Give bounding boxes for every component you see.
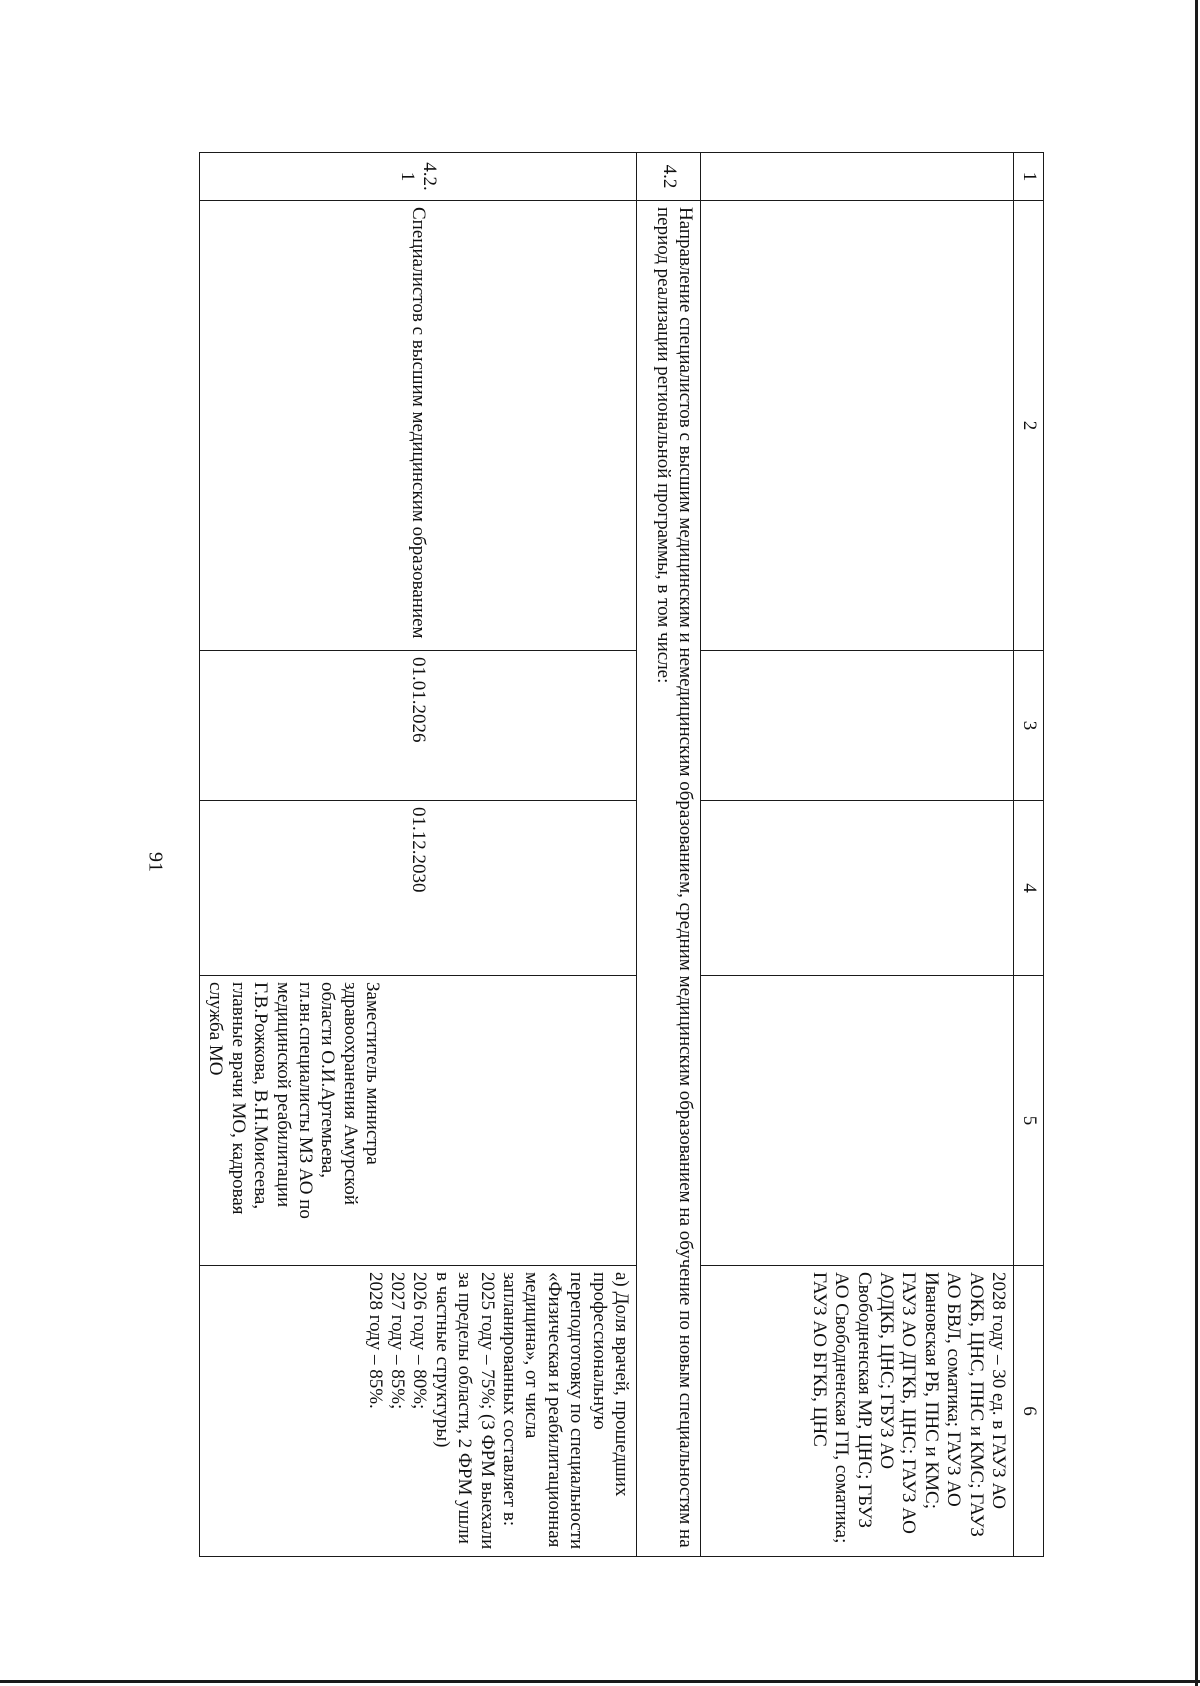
- col-header-1: 1: [1014, 153, 1044, 201]
- column-number-row: [1014, 153, 1044, 1557]
- item-end-date: 01.12.2030: [200, 801, 637, 976]
- col-header-4: 4: [1014, 801, 1044, 976]
- col-header-2: 2: [1014, 201, 1044, 651]
- section-description: Направление специалистов с высшим медицинским и немедицинским образованием, средним медицинским образованием на обучение по новым специальностям на период реализации региональной программы, в том числе:: [637, 201, 701, 1557]
- table-row-item-4-2-1: [200, 153, 637, 1557]
- col-header-3: 3: [1014, 651, 1044, 801]
- cell-continuation-2: [701, 201, 1014, 651]
- item-title: Специалистов с высшим медицинским образованием: [200, 201, 637, 651]
- col-header-6: 6: [1014, 1266, 1044, 1557]
- item-result: а) Доля врачей, прошедших профессиональную переподготовку по специальности «Физическая и реабилитационная медицина», от числа запланированных составляет в: 2025 году – 75%; (3 ФРМ выехали за пределы области, 2 ФРМ ушли в частные структуры) 2026 году – 80%; 2027 году – 85%; 2028 году – 85%.: [200, 1266, 637, 1557]
- col-header-5: 5: [1014, 976, 1044, 1266]
- cell-continuation-4: [701, 801, 1014, 976]
- table-row-section-4-2: [637, 153, 701, 1557]
- cell-continuation-6: 2028 году – 30 ед. в ГАУЗ АО АОКБ, ЦНС, ПНС и КМС; ГАУЗ АО БВЛ, соматика; ГАУЗ АО Ивановская РБ, ПНС и КМС; ГАУЗ АО ДГКБ, ЦНС; ГАУЗ АО АОДКБ, ЦНС; ГБУЗ АО Свободненская МР, ЦНС; ГБУЗ АО Свободненская ГП, соматика; ГАУЗ АО БГКБ, ЦНС: [701, 1266, 1014, 1557]
- section-number: 4.2: [637, 153, 701, 201]
- cell-continuation-3: [701, 651, 1014, 801]
- cell-continuation-5: [701, 976, 1014, 1266]
- item-start-date: 01.01.2026: [200, 651, 637, 801]
- item-number: 4.2.1: [200, 153, 637, 201]
- plan-table: [199, 152, 1044, 1557]
- scan-border-bottom: [0, 1680, 1200, 1683]
- page-number: 91: [144, 852, 167, 872]
- table-container: [200, 152, 1044, 1556]
- item-responsible: Заместитель министра здравоохранения Амурской области О.И.Артемьева, гл.вн.специалисты МЗ АО по медицинской реабилитации Г.В.Рожкова, В.Н.Моисеева, главные врачи МО, кадровая служба МО: [200, 976, 637, 1266]
- scan-border-right: [1195, 0, 1198, 1686]
- rotated-table-frame: [200, 152, 1044, 1556]
- table-row-continuation: [701, 153, 1014, 1557]
- cell-continuation-1: [701, 153, 1014, 201]
